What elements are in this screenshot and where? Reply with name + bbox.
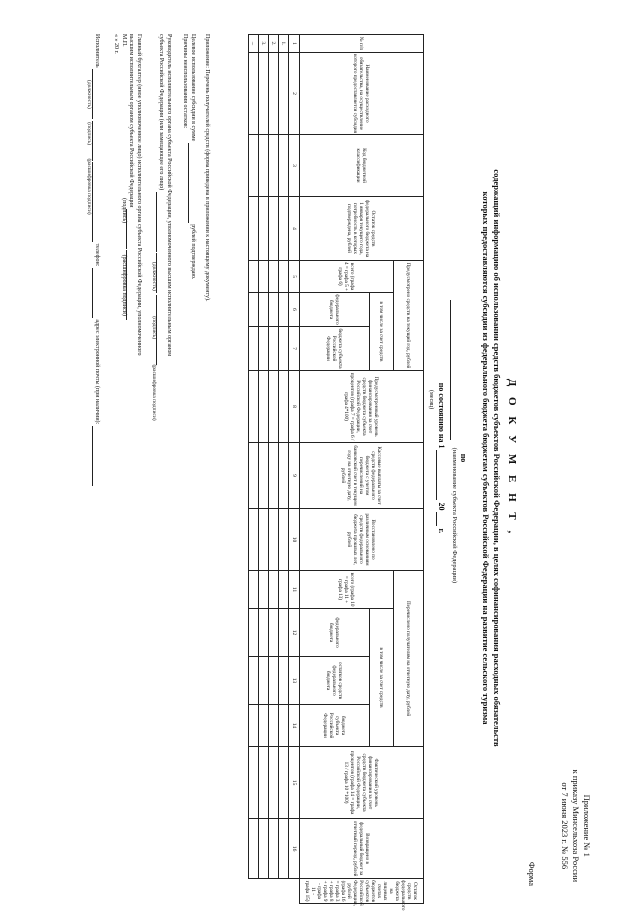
accountant-line-1: Главный бухгалтер (иное уполномоченное лицо) исполнительного органа субъекта Российской Федерации, уполномоченного xyxy=(136,34,142,356)
appendix-block xyxy=(559,770,592,882)
report-table xyxy=(248,34,424,911)
head-cap-decoding: (расшифровка подписи) xyxy=(151,364,157,421)
acc-cap-signature: (подпись) xyxy=(121,198,127,224)
col-balance-end: Остаток средств федерального бюджета на лицевых счетах бюджетов субъектов Российской Федерации, рублей (графа 16 = графа 3 + графа 8 + графа 9 - графа 11 - графа 15) xyxy=(300,879,424,904)
head-decoding-underline xyxy=(156,295,164,365)
row-label: ... xyxy=(249,35,259,53)
table-row xyxy=(269,35,279,904)
transferred-fed: федерального бюджета xyxy=(300,609,370,657)
transferred-total: всего (графа 10 = графа 11 + графа 13) xyxy=(300,571,394,609)
acc-cap-decoding: (расшифровка подписи) xyxy=(121,254,127,316)
head-cap-position: (должность) xyxy=(151,262,157,291)
col-num: 5 xyxy=(289,261,300,293)
document-title: Д О К У М Е Н Т , xyxy=(506,378,518,538)
group-planned: Предусмотрено средств на текущий год, рублей xyxy=(394,261,424,371)
col-num: 2 xyxy=(289,53,300,135)
head-line-1: Руководитель исполнительного органа субъекта Российской Федерации, уполномоченного высшим исполнительным органом xyxy=(166,34,172,357)
transferred-reg: бюджета субъекта Российской Федерации xyxy=(300,705,370,747)
col-num: 16 xyxy=(289,819,300,879)
used-amount-line xyxy=(188,34,196,894)
col-num: 1 xyxy=(289,35,300,53)
used-suffix: рублей подтверждаю. xyxy=(190,224,196,280)
used-prefix: Целевое использование субсидии в сумме xyxy=(190,34,196,142)
head-line-2-text: субъекта Российской Федерации (или замещающее его лицо) xyxy=(158,34,164,191)
exec-position-underline xyxy=(92,69,100,119)
col-num: 3 xyxy=(289,135,300,197)
planned-fed: федерального бюджета xyxy=(300,293,370,327)
exec-cap-signature: (подпись) xyxy=(86,122,92,146)
appendix-line-2: к приказу Минсельхоза России xyxy=(571,769,581,882)
col-num: 15 xyxy=(289,747,300,819)
exec-cap-decoding: (расшифровка подписи) xyxy=(86,158,92,215)
appendix-line-3: от 7 июня 2023 г. № 556 xyxy=(560,782,570,870)
email-underline xyxy=(92,426,100,486)
transferred-incl: в том числе за счет средств xyxy=(370,609,394,747)
table-row xyxy=(259,35,269,904)
head-cap-signature: (подпись) xyxy=(151,316,157,340)
status-prefix: по состоянию на 1 xyxy=(437,382,446,449)
col-num: 12 xyxy=(289,609,300,657)
status-suffix: г. xyxy=(437,528,446,534)
table-row xyxy=(249,35,259,904)
year-underline xyxy=(436,512,446,526)
po-label: по xyxy=(459,453,468,463)
planned-reg: бюджета субъекта Российской Федерации xyxy=(300,327,370,371)
head-signature-underline xyxy=(156,253,164,293)
phone-label: телефон: xyxy=(94,243,100,267)
month-underline xyxy=(436,450,446,500)
head-line-2 xyxy=(156,34,164,894)
head-position-underline xyxy=(156,192,164,252)
col-name: Наименование расходного обязательства, на осуществление которого предоставляется субсидия xyxy=(300,53,424,135)
acc-decoding-underline xyxy=(126,250,134,320)
col-num: 14 xyxy=(289,705,300,747)
col-actual-level: Фактический уровень финансирования за счет средств бюджета субъекта Российской Федерации, процентов (графа 14 = графа 13 / графа 10 *100) xyxy=(300,747,424,819)
col-num: 6 xyxy=(289,293,300,327)
col-balance-start: Остаток средств федерального бюджета на 1 января текущего года, потребность в которых подтверждена, рублей xyxy=(300,197,424,261)
col-num: 13 xyxy=(289,657,300,705)
head-captions xyxy=(150,262,157,662)
table-row xyxy=(279,35,289,904)
col-returned: Возвращено в федеральный бюджет за отчетный период, рублей xyxy=(300,819,424,879)
subtitle-line-1: содержащий информацию об использовании средств бюджетов субъектов Российской Федерации, в целях софинансирования расходных обязательств xyxy=(492,169,502,747)
col-kbk: Код бюджетной классификации xyxy=(300,135,424,197)
form-label: Форма xyxy=(527,861,537,886)
group-transferred: Перечислено получателям на отчетную дату, рублей xyxy=(394,571,424,747)
col-num: 9 xyxy=(289,443,300,509)
col-num: 4 xyxy=(289,197,300,261)
row-label: 1. xyxy=(279,35,289,53)
col-num: 8 xyxy=(289,371,300,443)
subject-caption: (наименование субъекта Российской Федерации) xyxy=(451,447,458,584)
mp-line xyxy=(120,34,127,894)
col-restored: Восстановлено по различным основаниям средств федерального бюджета прошлых лет, рублей xyxy=(300,509,424,571)
col-num: 7 xyxy=(289,327,300,371)
row-label: 2. xyxy=(269,35,279,53)
transferred-rest: остатков средств федерального бюджета xyxy=(300,657,370,705)
col-planned-level: Предусмотренный уровень финансирования за счет средств бюджета субъекта Российской Федерации, процентов (графа 7 = графа 6 / графа 4*100) xyxy=(300,371,424,443)
appendix-note: Приложение: Перечень получателей средств (форма приведена в приложении к настоящему документу). xyxy=(204,34,210,302)
planned-total: всего (графа 4 = графа 5 + графа 6) xyxy=(300,261,394,293)
col-number: № п/п xyxy=(300,35,424,53)
subject-underline xyxy=(450,300,458,440)
column-numbers-row xyxy=(289,35,300,904)
unused-reasons: Причины неиспользования остатков: xyxy=(182,34,188,129)
status-line xyxy=(436,0,446,916)
phone-underline xyxy=(92,268,100,318)
executor-label: Исполнитель xyxy=(94,34,100,68)
accountant-line-2-text: высшим исполнительным органом субъекта Российской Федерации xyxy=(128,34,134,208)
used-amount-underline xyxy=(188,143,196,223)
executor-captions xyxy=(85,80,92,380)
subject-line xyxy=(450,300,458,583)
col-num: 10 xyxy=(289,509,300,571)
exec-decoding-underline xyxy=(92,162,100,242)
email-label: адрес электронной почты (при наличии): xyxy=(94,319,100,425)
document-subtitle xyxy=(480,110,502,806)
mp-label: М.П. xyxy=(121,34,127,47)
planned-incl: в том числе за счет средств xyxy=(370,293,394,371)
row-label: 3. xyxy=(259,35,269,53)
exec-cap-position: (должность) xyxy=(86,80,92,109)
acc-signature-underline xyxy=(126,209,134,249)
col-cash: Кассовые выплаты за счет средств федерального бюджета с учетом перечислений на банковский счет в текущем году на отчетную дату, рублей xyxy=(300,443,424,509)
accountant-line-2 xyxy=(126,34,134,894)
status-year: 20 xyxy=(437,502,446,511)
appendix-line-1: Приложение № 1 xyxy=(582,794,592,857)
date-line: « » 20 г. xyxy=(113,34,119,54)
col-num: 11 xyxy=(289,571,300,609)
subtitle-line-2: которых предоставляются субсидии из федерального бюджета бюджетам субъектов Российской Федерации на развитие сельского туризма xyxy=(481,191,491,725)
exec-signature-underline xyxy=(92,121,100,161)
month-caption: (месяц) xyxy=(428,390,434,410)
executor-line xyxy=(92,34,100,894)
